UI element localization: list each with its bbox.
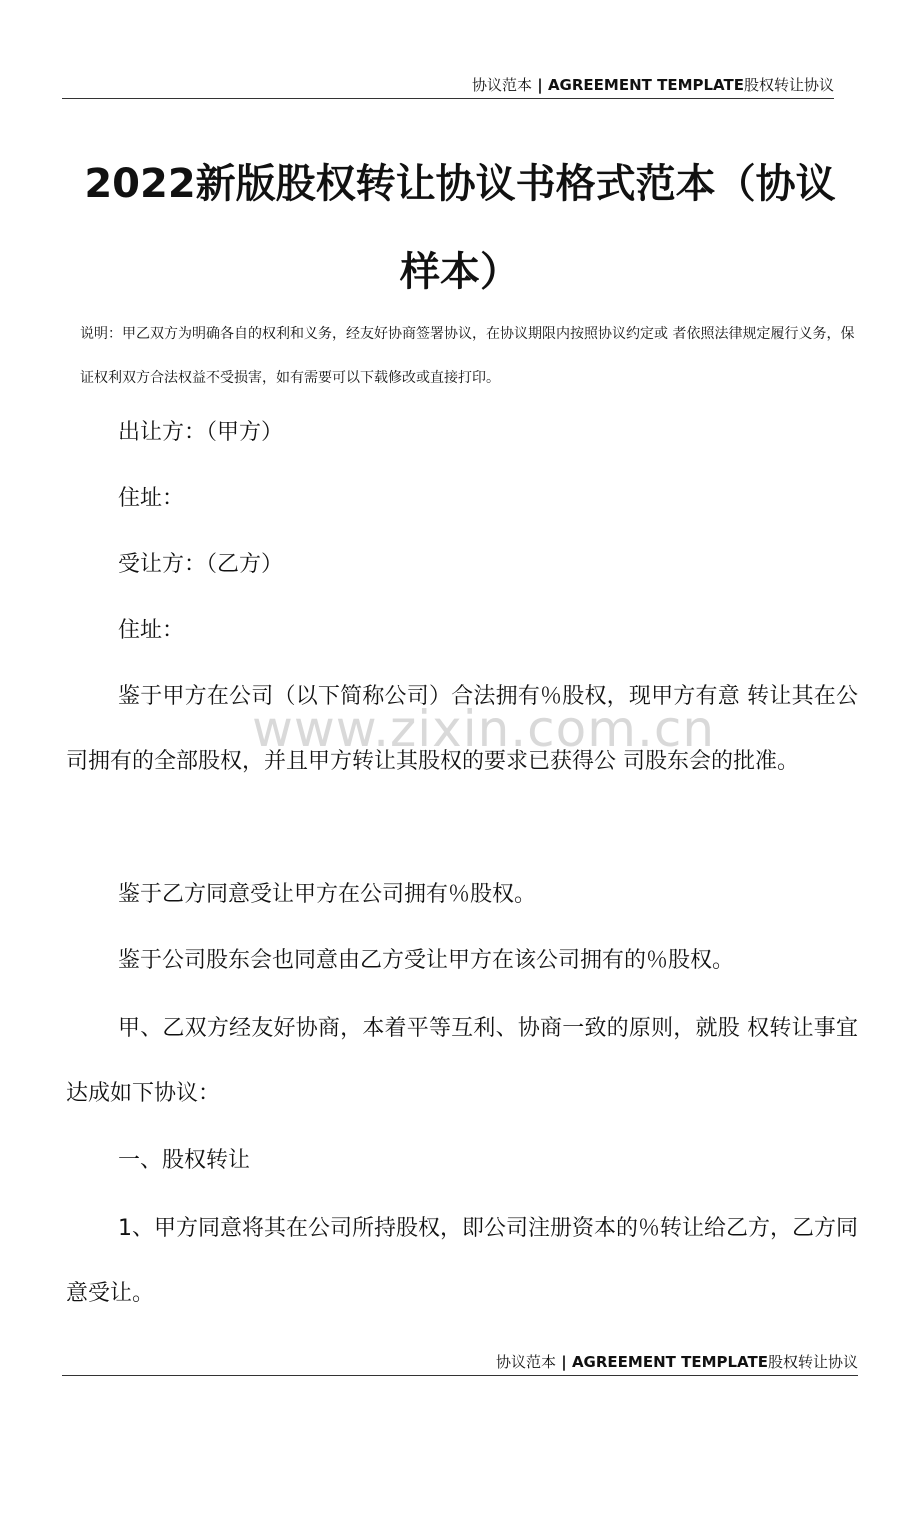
page-footer [62, 1351, 858, 1376]
header-en: AGREEMENT TEMPLATE [547, 76, 744, 94]
document-title: 2022新版股权转让协议书格式范本（协议样本） [84, 161, 836, 295]
footer-cn: 协议范本 [496, 1353, 557, 1371]
recital-2: 鉴于乙方同意受让甲方在公司拥有％股权。 [118, 882, 537, 907]
footer-sep: | [556, 1353, 572, 1371]
header-cn: 协议范本 [472, 76, 533, 94]
usage-note: 说明：甲乙双方为明确各自的权利和义务，经友好协商签署协议，在协议期限内按照协议约定或 者依照法律规定履行义务，保证权利双方合法权益不受损害，如有需要可以下载修改或直接打印。 [80, 326, 855, 386]
recital-3: 鉴于公司股东会也同意由乙方受让甲方在该公司拥有的％股权。 [118, 948, 735, 973]
clause-1-1: 1、甲方同意将其在公司所持股权，即公司注册资本的％转让给乙方，乙方同意受让。 [66, 1216, 858, 1306]
watermark: www.zixin.com.cn [252, 700, 716, 758]
transferee-line: 受让方：（乙方） [118, 552, 284, 577]
transferee-address: 住址： [118, 618, 185, 643]
page-header [62, 74, 834, 99]
transferor-line: 出让方：（甲方） [118, 420, 284, 445]
footer-en: AGREEMENT TEMPLATE [571, 1353, 768, 1371]
transferor-address: 住址： [118, 486, 185, 511]
header-right: 股权转让协议 [743, 76, 834, 94]
footer-right: 股权转让协议 [767, 1353, 858, 1371]
recital-1: 鉴于甲方在公司（以下简称公司）合法拥有％股权，现甲方有意 转让其在公司拥有的全部股权，并且甲方转让其股权的要求已获得公 司股东会的批准。 [66, 684, 858, 774]
recital-4: 甲、乙双方经友好协商，本着平等互利、协商一致的原则，就股 权转让事宜达成如下协议： [66, 1016, 858, 1106]
header-sep: | [532, 76, 548, 94]
section-heading-1: 一、股权转让 [118, 1148, 251, 1173]
